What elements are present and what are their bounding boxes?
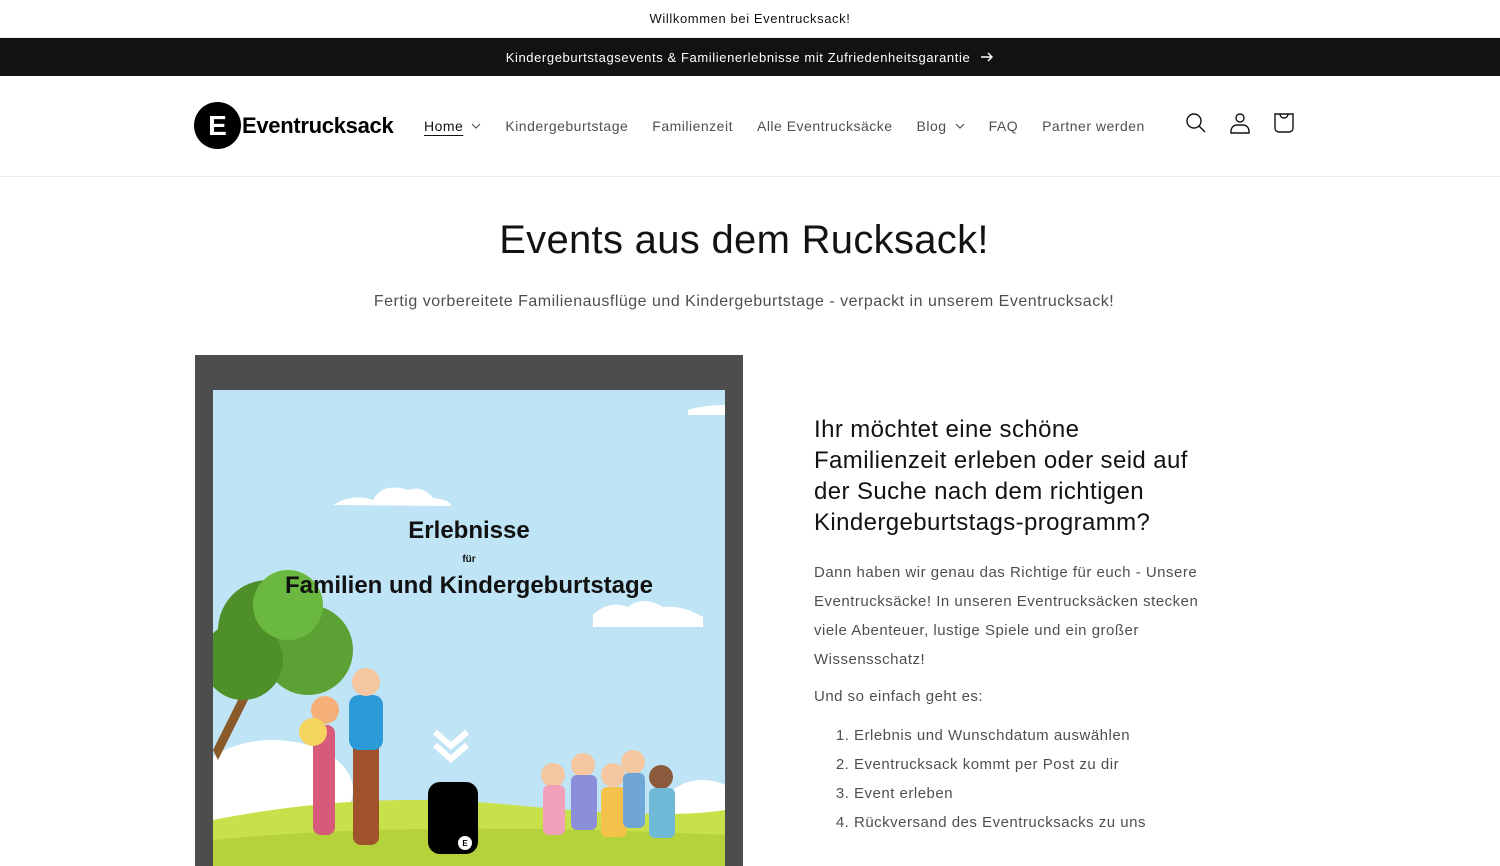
- cart-button[interactable]: [1268, 109, 1300, 141]
- image-title-line-2: für: [462, 554, 476, 565]
- intro-paragraph: Dann haben wir genau das Richtige für euch - Unsere Eventrucksäcke! In unseren Eventrucksäcken stecken viele Abenteuer, lustige Spiele und ein großer Wissensschatz!: [814, 564, 1199, 668]
- nav-item-faq[interactable]: FAQ: [988, 118, 1019, 134]
- step-item: 2. Eventrucksack kommt per Post zu dir: [854, 750, 1214, 779]
- chevron-down-icon: [955, 123, 965, 129]
- welcome-text: Willkommen bei Eventrucksack!: [649, 11, 851, 26]
- image-title-line-1: Erlebnisse: [408, 517, 530, 544]
- logo[interactable]: [194, 102, 393, 149]
- step-item: 4. Rückversand des Eventrucksacks zu uns: [854, 808, 1214, 837]
- nav-item-blog[interactable]: Blog: [917, 118, 965, 134]
- page-title: Events aus dem Rucksack!: [499, 218, 989, 262]
- step-item: 3. Event erleben: [854, 779, 1214, 808]
- image-title-line-3: Familien und Kindergeburtstage: [284, 572, 654, 599]
- steps-list: [814, 721, 1214, 837]
- nav-item-familienzeit[interactable]: Familienzeit: [652, 118, 733, 134]
- svg-text:E: E: [462, 839, 468, 848]
- search-button[interactable]: [1180, 109, 1212, 141]
- chevron-down-icon: [471, 123, 481, 129]
- how-it-works-label: Und so einfach geht es:: [814, 688, 984, 705]
- arrow-right-icon: [980, 52, 994, 62]
- account-icon: [1229, 112, 1251, 139]
- main-nav: [424, 76, 1169, 176]
- step-item: 1. Erlebnis und Wunschdatum auswählen: [854, 721, 1214, 750]
- logo-text: Eventrucksack: [242, 112, 394, 138]
- hero-image-frame: [195, 355, 743, 866]
- announcement-bar[interactable]: [0, 38, 1500, 76]
- section-heading: Ihr möchtet eine schöne Familienzeit erleben oder seid auf der Suche nach dem richtigen Kindergeburtstags-programm?: [814, 416, 1188, 536]
- welcome-bar: [0, 0, 1500, 38]
- page-subtitle: Fertig vorbereitete Familienausflüge und Kindergeburtstage - verpackt in unserem Eventrucksack!: [373, 293, 1115, 310]
- cart-icon: [1273, 112, 1295, 139]
- site-header: [0, 76, 1500, 177]
- hero-image: [213, 390, 725, 866]
- logo-mark: E: [194, 102, 241, 149]
- intro-section: [814, 414, 1214, 837]
- nav-item-partner-werden[interactable]: Partner werden: [1042, 118, 1145, 134]
- nav-item-kindergeburtstage[interactable]: Kindergeburtstage: [505, 118, 629, 134]
- nav-item-alle-eventrucksaecke[interactable]: Alle Eventrucksäcke: [756, 118, 893, 134]
- illustration: [213, 390, 725, 866]
- announcement-text: Kindergeburtstagsevents & Familienerlebnisse mit Zufriedenheitsgarantie: [505, 49, 971, 65]
- header-icons: [1180, 109, 1312, 141]
- search-icon: [1185, 112, 1207, 139]
- account-button[interactable]: [1224, 109, 1256, 141]
- nav-item-home[interactable]: Home: [424, 118, 481, 134]
